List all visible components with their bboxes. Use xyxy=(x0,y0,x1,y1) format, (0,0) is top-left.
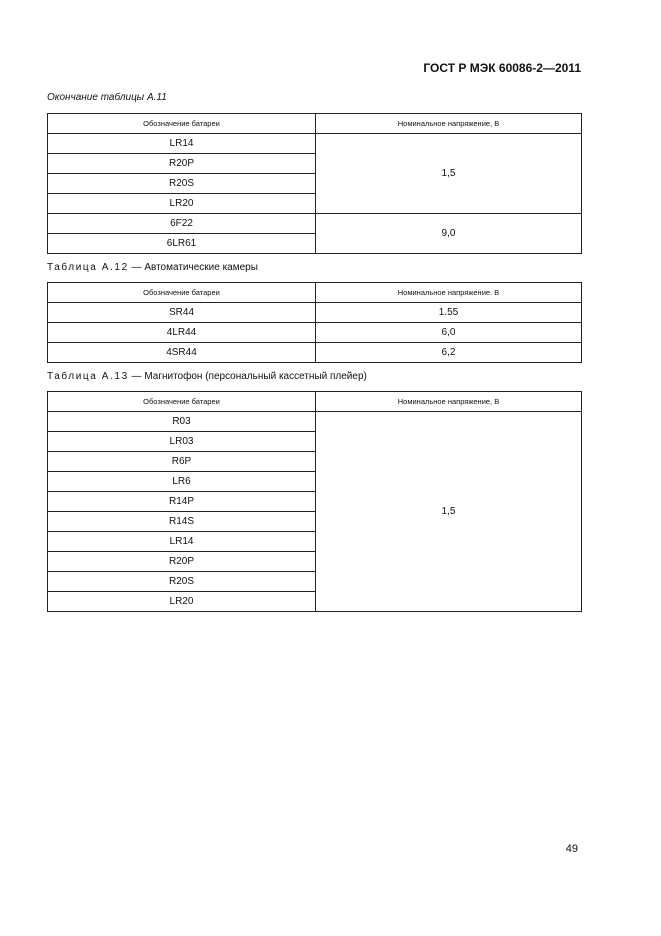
battery-cell: R03 xyxy=(48,412,316,432)
column-header-voltage: Номинальное напряжение, В xyxy=(316,392,582,412)
voltage-cell: 9,0 xyxy=(316,214,582,254)
table-title: — Магнитофон (персональный кассетный плейер) xyxy=(128,371,367,382)
table-row xyxy=(48,323,582,343)
table-a12 xyxy=(47,282,582,363)
battery-cell: LR20 xyxy=(48,194,316,214)
battery-cell: R14P xyxy=(48,492,316,512)
table-header-row xyxy=(48,283,582,303)
table-header-row xyxy=(48,114,582,134)
document-header: ГОСТ Р МЭК 60086-2—2011 xyxy=(423,61,581,75)
battery-cell: R20P xyxy=(48,552,316,572)
table-a11-caption: Окончание таблицы А.11 xyxy=(47,92,167,103)
battery-cell: R14S xyxy=(48,512,316,532)
voltage-cell: 1.55 xyxy=(316,303,582,323)
voltage-cell: 6,2 xyxy=(316,343,582,363)
voltage-cell: 1,5 xyxy=(316,412,582,612)
battery-cell: LR14 xyxy=(48,532,316,552)
battery-cell: R6P xyxy=(48,452,316,472)
battery-cell: R20S xyxy=(48,174,316,194)
table-number: Таблица А.13 xyxy=(47,371,129,382)
table-row xyxy=(48,134,582,154)
table-row xyxy=(48,214,582,234)
table-number: Таблица А.12 xyxy=(47,262,129,273)
battery-cell: R20P xyxy=(48,154,316,174)
column-header-voltage: Номинальное напряжение, В xyxy=(316,114,582,134)
battery-cell: LR03 xyxy=(48,432,316,452)
column-header-battery: Обозначение батареи xyxy=(48,283,316,303)
table-row xyxy=(48,412,582,432)
table-row xyxy=(48,343,582,363)
table-a12-caption xyxy=(47,262,258,273)
table-header-row xyxy=(48,392,582,412)
table-row xyxy=(48,303,582,323)
battery-cell: LR14 xyxy=(48,134,316,154)
voltage-cell: 6,0 xyxy=(316,323,582,343)
battery-cell: R20S xyxy=(48,572,316,592)
battery-cell: SR44 xyxy=(48,303,316,323)
battery-cell: LR6 xyxy=(48,472,316,492)
battery-cell: 6F22 xyxy=(48,214,316,234)
page-number: 49 xyxy=(565,843,578,855)
table-a13 xyxy=(47,391,582,612)
table-title: — Автоматические камеры xyxy=(128,262,258,273)
voltage-cell: 1,5 xyxy=(316,134,582,214)
column-header-battery: Обозначение батареи xyxy=(48,114,316,134)
battery-cell: LR20 xyxy=(48,592,316,612)
column-header-voltage: Номинальное напряжение. В xyxy=(316,283,582,303)
table-a11 xyxy=(47,113,582,254)
battery-cell: 4LR44 xyxy=(48,323,316,343)
table-a13-caption xyxy=(47,371,367,382)
column-header-battery: Обозначение батареи xyxy=(48,392,316,412)
battery-cell: 4SR44 xyxy=(48,343,316,363)
battery-cell: 6LR61 xyxy=(48,234,316,254)
